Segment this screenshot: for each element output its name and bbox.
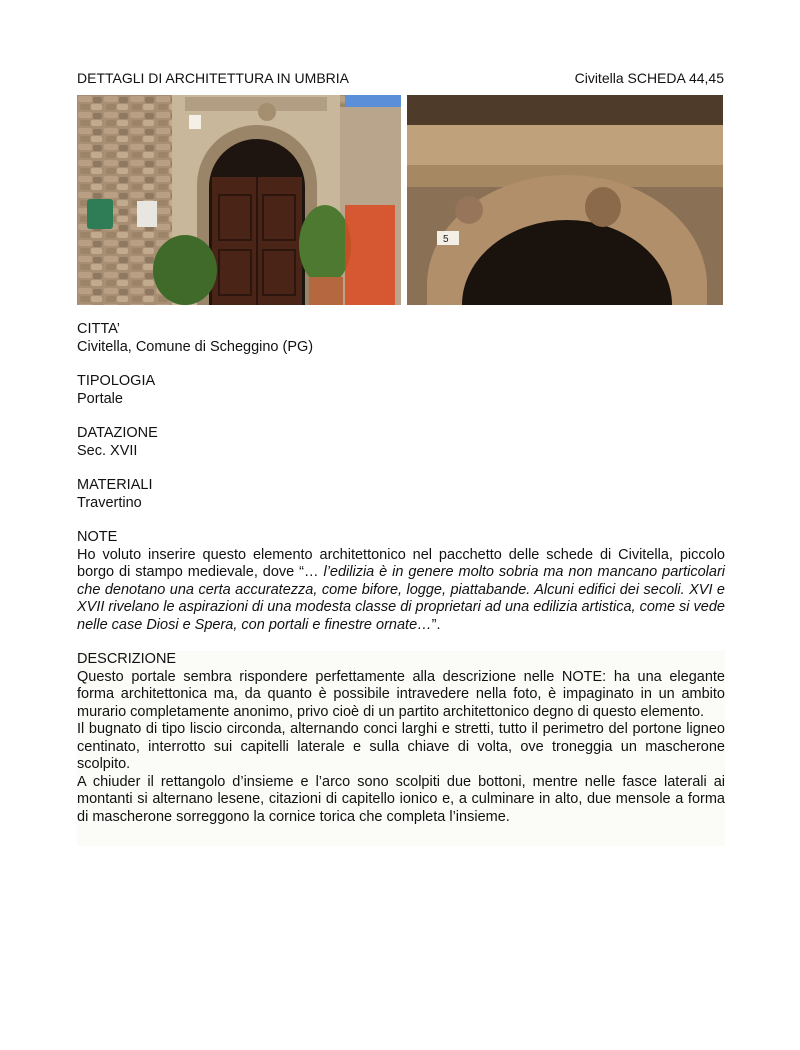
citta-section xyxy=(77,321,725,356)
document-title: DETTAGLI DI ARCHITETTURA IN UMBRIA xyxy=(77,70,349,86)
plaque-number: 5 xyxy=(443,234,449,245)
citta-value: Civitella, Comune di Scheggino (PG) xyxy=(77,338,314,355)
tipologia-value: Portale xyxy=(77,390,123,407)
portal-full-photo xyxy=(77,95,401,305)
note-label: NOTE xyxy=(77,529,118,545)
descrizione-section xyxy=(77,651,725,846)
datazione-label: DATAZIONE xyxy=(77,425,158,441)
materiali-value: Travertino xyxy=(77,494,142,511)
materiali-section xyxy=(77,477,725,512)
descrizione-label: DESCRIZIONE xyxy=(77,651,177,667)
page-header xyxy=(77,70,724,88)
datazione-value: Sec. XVII xyxy=(77,442,138,459)
descrizione-paragraph: A chiuder il rettangolo d’insieme e l’arco sono scolpiti due bottoni, mentre nelle fasce laterali ai montanti si alternano lesene, citazioni di capitello ionico e, a culminare in alto, due mensole a forma di mascherone sorreggono la cornice torica che completa l’insieme. xyxy=(77,773,725,825)
descrizione-paragraph: Questo portale sembra rispondere perfettamente alla descrizione nelle NOTE: ha una elegante forma architettonica ma, da quanto è possibile intravedere nella foto, è impaginato in un ambito murario completamente anonimo, privo cioè di un partito architettonico degno di questo elemento. xyxy=(77,668,725,720)
note-intro: Ho voluto inserire questo elemento architettonico nel pacchetto delle schede di Civitella, piccolo borgo di stampo medievale, dove “… xyxy=(77,546,725,580)
portal-detail-photo xyxy=(407,95,723,305)
document-body xyxy=(77,321,725,863)
note-section xyxy=(77,529,725,634)
datazione-section xyxy=(77,425,725,460)
tipologia-label: TIPOLOGIA xyxy=(77,373,156,389)
descrizione-paragraph: Il bugnato di tipo liscio circonda, alternando conci larghi e stretti, tutto il perimetro del portone ligneo centinato, interrotto sui capitelli laterale e sulla chiave di volta, ove troneggia un mascherone scolpito. xyxy=(77,721,725,772)
materiali-label: MATERIALI xyxy=(77,477,153,493)
scheda-reference: Civitella SCHEDA 44,45 xyxy=(574,70,724,86)
note-closing: ”. xyxy=(431,616,441,633)
citta-label: CITTA’ xyxy=(77,321,120,337)
note-text xyxy=(77,547,725,635)
tipologia-section xyxy=(77,373,725,408)
note-quote: l’edilizia è in genere molto sobria ma non mancano particolari che denotano una certa accuratezza, come bifore, logge, piattabande. Alcuni edifici dei secoli. XVI e XVII rivelano le aspirazioni di una modesta classe di proprietari ad una edilizia artistica, come si vede nelle case Diosi e Spera, con portali e finestre ornate… xyxy=(77,564,725,633)
